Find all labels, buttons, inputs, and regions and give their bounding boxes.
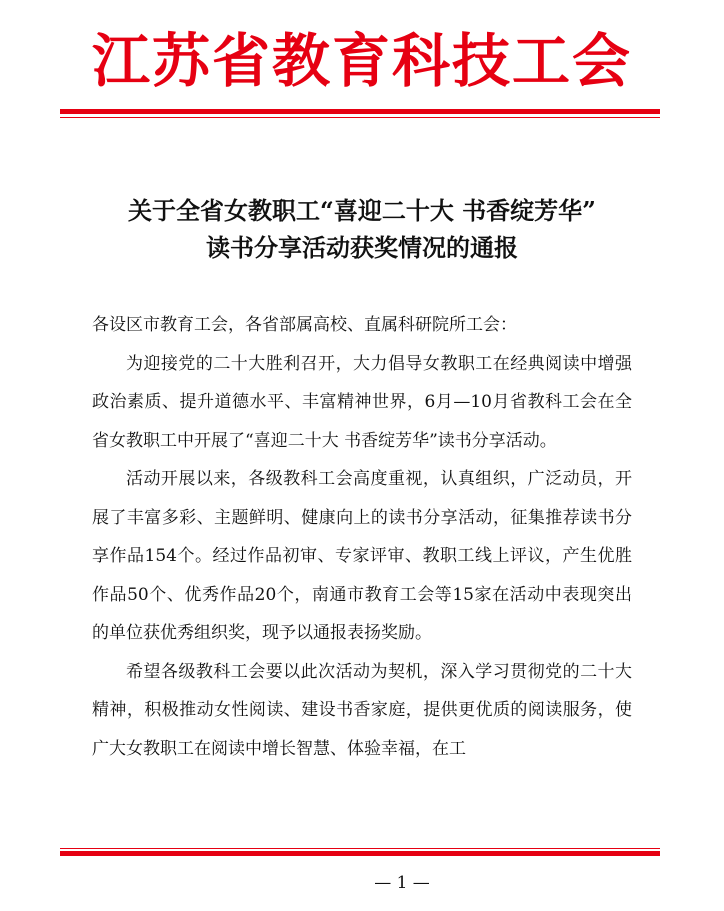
header-divider-thin <box>60 117 660 118</box>
footer-divider-thin <box>60 848 660 849</box>
body-paragraph-1: 为迎接党的二十大胜利召开，大力倡导女教职工在经典阅读中增强政治素质、提升道德水平、丰富精神世界，6月—10月省教科工会在全省女教职工中开展了“喜迎二十大 书香绽芳华”读书分享活动。 <box>92 353 632 451</box>
footer-divider-thick <box>60 851 660 856</box>
body-paragraph-2: 活动开展以来，各级教科工会高度重视，认真组织，广泛动员，开展了丰富多彩、主题鲜明、健康向上的读书分享活动，征集推荐读书分享作品154个。经过作品初审、专家评审、教职工线上评议，产生优胜作品50个、优秀作品20个，南通市教育工会等15家在活动中表现突出的单位获优秀组织奖，现予以通报表扬奖励。 <box>92 469 632 643</box>
page-number: — 1 — <box>374 873 430 893</box>
header-divider-thick <box>60 109 660 114</box>
salutation: 各设区市教育工会，各省部属高校、直属科研院所工会： <box>92 315 517 335</box>
document-title-line-2: 读书分享活动获奖情况的通报 <box>206 233 518 262</box>
document-title-line-1: 关于全省女教职工“喜迎二十大 书香绽芳华” <box>128 196 596 225</box>
org-name-header: 江苏省教育科技工会 <box>91 27 632 95</box>
document-body <box>92 306 632 768</box>
body-paragraph-3: 希望各级教科工会要以此次活动为契机，深入学习贯彻党的二十大精神，积极推动女性阅读、建设书香家庭，提供更优质的阅读服务，使广大女教职工在阅读中增长智慧、体验幸福，在工 <box>92 661 632 759</box>
